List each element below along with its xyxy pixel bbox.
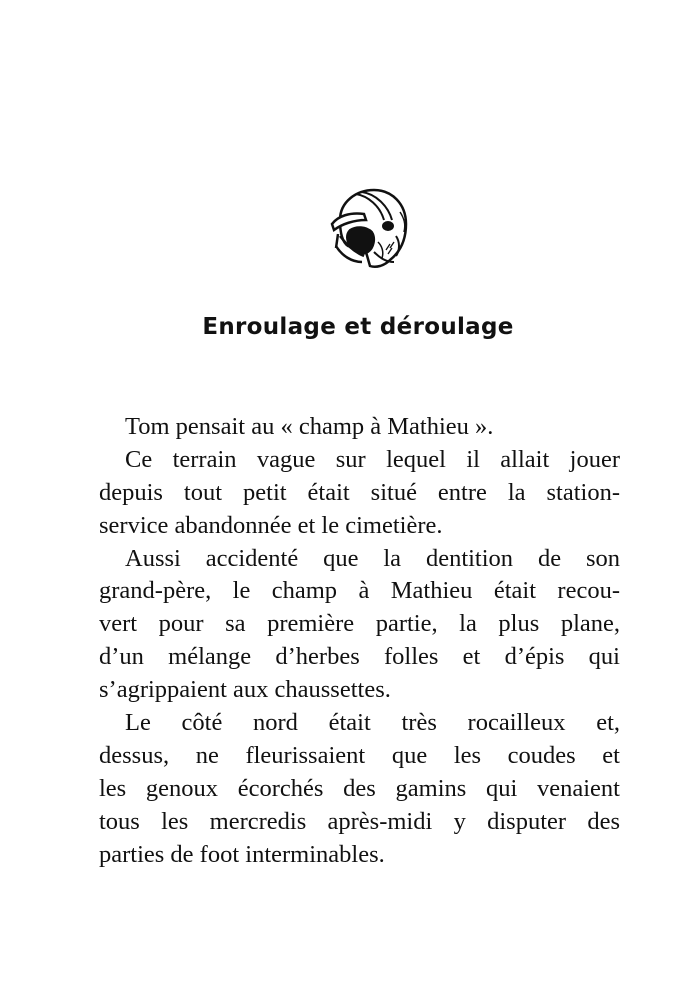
text-line: depuis tout petit était situé entre la station- xyxy=(99,478,620,506)
text-line: grand-père, le champ à Mathieu était recou- xyxy=(99,577,620,605)
text-line: Ce terrain vague sur lequel il allait jouer xyxy=(125,445,620,473)
text-line: Aussi accidenté que la dentition de son xyxy=(125,544,620,572)
text-line: vert pour sa première partie, la plus plane, xyxy=(99,610,620,638)
text-line: tous les mercredis après-midi y disputer des xyxy=(99,807,620,835)
text-line: s’agrippaient aux chaussettes. xyxy=(99,676,391,704)
text-line: parties de foot interminables. xyxy=(99,840,385,868)
chapter-title: Enroulage et déroulage xyxy=(202,314,514,340)
text-line: Tom pensait au « champ à Mathieu ». xyxy=(125,413,494,440)
text-line: service abandonnée et le cimetière. xyxy=(99,511,443,539)
text-line: d’un mélange d’herbes folles et d’épis qui xyxy=(99,643,620,671)
chapter-body xyxy=(99,411,620,871)
text-line: dessus, ne fleurissaient que les coudes et xyxy=(99,741,620,769)
text-line: les genoux écorchés des gamins qui venaient xyxy=(99,774,620,802)
football-helmet-icon xyxy=(326,186,410,272)
text-line: Le côté nord était très rocailleux et, xyxy=(125,709,620,737)
